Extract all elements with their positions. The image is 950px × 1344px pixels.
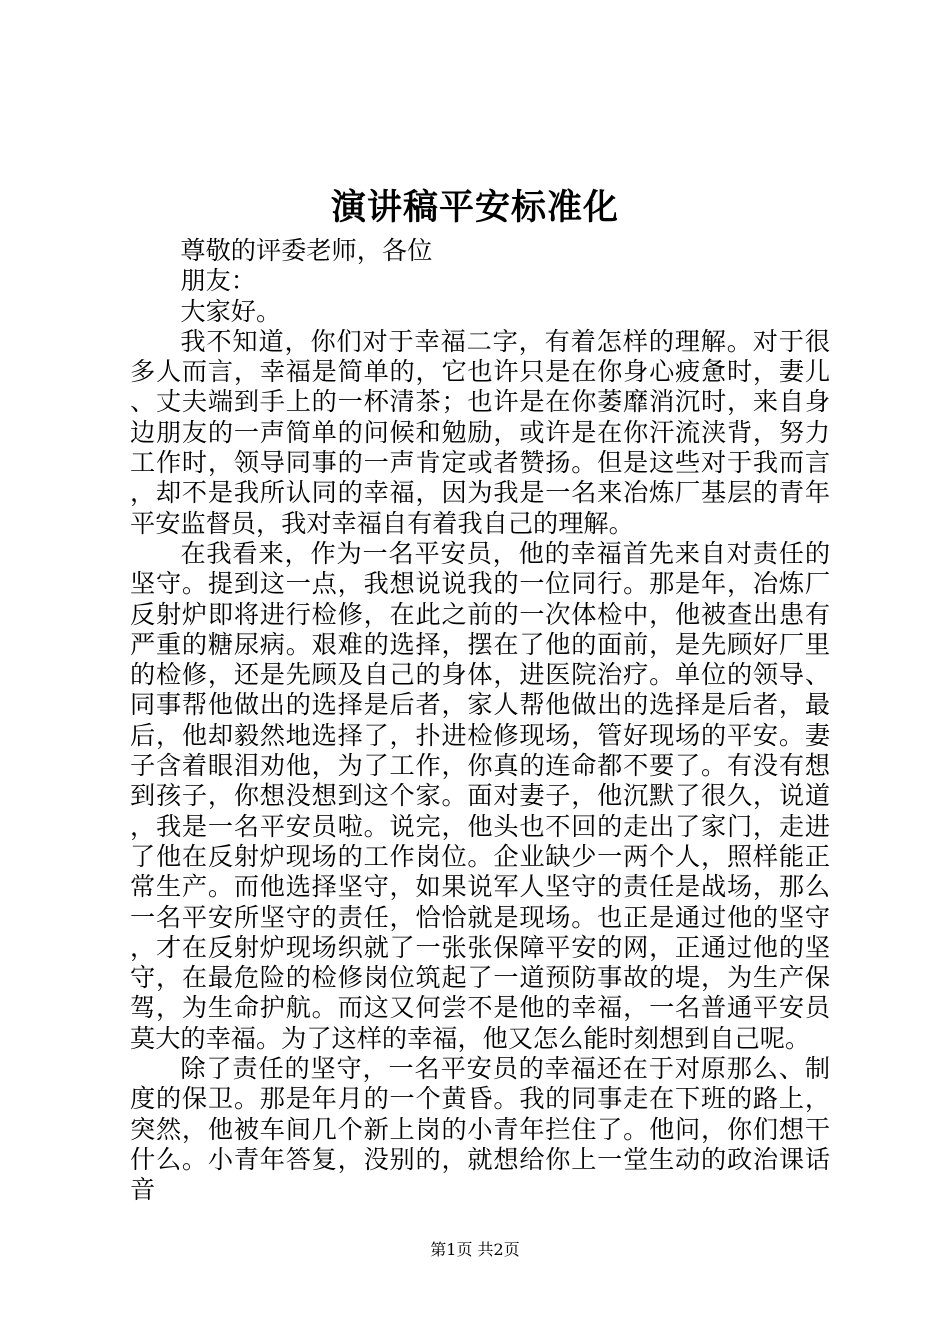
paragraph-hello: 大家好。	[180, 296, 282, 326]
document-title: 演讲稿平安标准化	[330, 187, 619, 228]
page-footer: 第1页 共2页	[430, 1240, 520, 1259]
paragraph-body-2: 在我看来，作为一名平安员，他的幸福首先来自对责任的坚守。提到这一点，我想说说我的一位同行。那是年，冶炼厂反射炉即将进行检修，在此之前的一次体检中，他被查出患有严重的糖尿病。艰难的选择，摆在了他的面前，是先顾好厂里的检修，还是先顾及自己的身体，进医院治疗。单位的领导、同事帮他做出的选择是后者，家人帮他做出的选择是后者，最后，他却毅然地选择了，扑进检修现场，管好现场的平安。妻子含着眼泪劝他，为了工作，你真的连命都不要了。有没有想到孩子，你想没想到这个家。面对妻子，他沉默了很久，说道，我是一名平安员啦。说完，他头也不回的走出了家门，走进了他在反射炉现场的工作岗位。企业缺少一两个人，照样能正常生产。而他选择坚守，如果说军人坚守的责任是战场，那么一名平安所坚守的责任，恰恰就是现场。也正是通过他的坚守，才在反射炉现场织就了一张张保障平安的网，正通过他的坚守，在最危险的检修岗位筑起了一道预防事故的堤，为生产保驾，为生命护航。而这又何尝不是他的幸福，一名普通平安员莫大的幸福。为了这样的幸福，他又怎么能时刻想到自己呢。	[130, 538, 830, 1053]
document-body	[130, 236, 830, 1206]
paragraph-greeting: 尊敬的评委老师，各位	[180, 236, 433, 265]
paragraph-greeting-continued: 朋友：	[180, 266, 256, 296]
paragraph-body-3: 除了责任的坚守，一名平安员的幸福还在于对原那么、制度的保卫。那是年月的一个黄昏。我的同事走在下班的路上，突然，他被车间几个新上岗的小青年拦住了。他问，你们想干什么。小青年答复，没别的，就想给你上一堂生动的政治课话音	[130, 1054, 830, 1205]
paragraph-body-1: 我不知道，你们对于幸福二字，有着怎样的理解。对于很多人而言，幸福是简单的，它也许只是在你身心疲惫时，妻儿、丈夫端到手上的一杯清茶；也许是在你萎靡消沉时，来自身边朋友的一声简单的问候和勉励，或许是在你汗流浃背，努力工作时，领导同事的一声肯定或者赞扬。但是这些对于我而言，却不是我所认同的幸福，因为我是一名来冶炼厂基层的青年平安监督员，我对幸福自有着我自己的理解。	[130, 326, 830, 538]
